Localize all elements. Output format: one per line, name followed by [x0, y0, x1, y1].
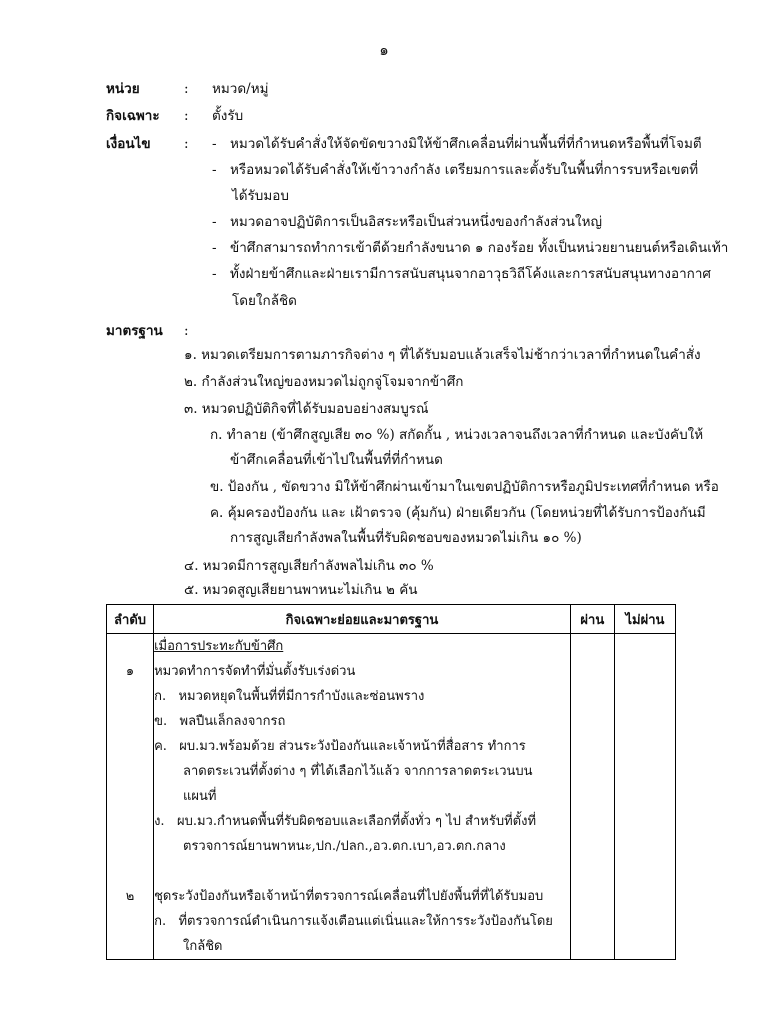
standard-subitem: ก. ทำลาย (ข้าศึกสูญเสีย ๓๐ %) สกัดกั้น , หน่วงเวลาจนถึงเวลาที่กำหนด และบังคับให้: [210, 427, 704, 443]
standard-item: ๑. หมวดเตรียมการตามภารกิจต่าง ๆ ที่ได้รับมอบแล้วเสร็จไม่ช้ากว่าเวลาที่กำหนดในคำสั่ง: [184, 347, 701, 363]
header-detail: กิจเฉพาะย่อยและมาตรฐาน: [154, 605, 571, 634]
detail-line: [154, 859, 570, 884]
standards-label: มาตรฐาน: [106, 323, 163, 339]
fail-cell[interactable]: [614, 634, 675, 960]
section-heading: เมื่อการประทะกับข้าศึก: [154, 639, 284, 654]
detail-line: ข. พลปืนเล็กลงจากรถ: [154, 714, 286, 729]
seq-number: [107, 809, 153, 834]
detail-line: ง. ผบ.มว.กำหนดพื้นที่รับผิดชอบและเลือกที่ตั้งทั่ว ๆ ไป สำหรับที่ตั้งที่: [154, 814, 537, 829]
standard-subitem: ข. ป้องกัน , ขัดขวาง มิให้ข้าศึกผ่านเข้ามาในเขตปฏิบัติการหรือภูมิประเทศที่กำหนด หรือ: [210, 479, 719, 495]
seq-number: ๒: [125, 889, 135, 904]
seq-number: [107, 634, 153, 659]
seq-number: [107, 934, 153, 959]
condition-line: โดยใกล้ชิด: [232, 293, 297, 309]
condition-dash: -: [212, 214, 217, 230]
standard-subitem: ข้าศึกเคลื่อนที่เข้าไปในพื้นที่ที่กำหนด: [230, 452, 443, 468]
detail-line: ชุดระวังป้องกันหรือเจ้าหน้าที่ตรวจการณ์เคลื่อนที่ไปยังพื้นที่ที่ได้รับมอบ: [154, 889, 544, 904]
standard-item: ๔. หมวดมีการสูญเสียกำลังพลไม่เกิน ๓๐ %: [184, 558, 434, 574]
standards-colon: :: [184, 323, 189, 339]
header-fail: ไม่ผ่าน: [614, 605, 675, 634]
seq-number: [107, 759, 153, 784]
header-seq: ลำดับ: [107, 605, 154, 634]
page-number: ๑: [379, 41, 389, 59]
standard-item: ๒. กำลังส่วนใหญ่ของหมวดไม่ถูกจู่โจมจากข้าศึก: [184, 374, 464, 390]
task-label: กิจเฉพาะ: [106, 108, 160, 124]
unit-colon: :: [184, 81, 189, 97]
condition-line: หรือหมวดได้รับคำสั่งให้เข้าวางกำลัง เตรียมการและตั้งรับในพื้นที่การรบหรือเขตที่: [230, 162, 699, 178]
detail-line: ตรวจการณ์ยานพาหนะ,ปก./ปลก.,อว.ตก.เบา,อว.ตก.กลาง: [154, 839, 506, 854]
seq-number: [107, 734, 153, 759]
seq-number: [107, 684, 153, 709]
detail-line: ก. หมวดหยุดในพื้นที่ที่มีการกำบังและซ่อนพราง: [154, 689, 425, 704]
standard-item: ๓. หมวดปฏิบัติกิจที่ได้รับมอบอย่างสมบูรณ์: [184, 401, 429, 417]
seq-number: [107, 859, 153, 884]
header-pass: ผ่าน: [570, 605, 614, 634]
conditions-label: เงื่อนไข: [106, 136, 151, 152]
seq-number: ๑: [125, 664, 135, 679]
detail-line: แผนที่: [154, 789, 217, 804]
conditions-colon: :: [184, 136, 189, 152]
seq-number: [107, 784, 153, 809]
detail-line: ค. ผบ.มว.พร้อมด้วย ส่วนระวังป้องกันและเจ้าหน้าที่สื่อสาร ทำการ: [154, 739, 526, 754]
unit-label: หน่วย: [106, 81, 140, 97]
condition-line: ได้รับมอบ: [232, 188, 289, 204]
condition-dash: -: [212, 162, 217, 178]
condition-line: หมวดได้รับคำสั่งให้จัดขัดขวางมิให้ข้าศึกเคลื่อนที่ผ่านพื้นที่ที่กำหนดหรือพื้นที่โจมตี: [230, 136, 702, 152]
detail-line: ใกล้ชิด: [154, 939, 223, 954]
table-header-row: [107, 605, 676, 634]
detail-line: ก. ที่ตรวจการณ์ดำเนินการแจ้งเตือนแต่เนิ่นและให้การระวังป้องกันโดย: [154, 914, 553, 929]
detail-column: [154, 634, 571, 960]
pass-cell[interactable]: [570, 634, 614, 960]
unit-value: หมวด/หมู่: [212, 81, 269, 97]
condition-line: ข้าศึกสามารถทำการเข้าตีด้วยกำลังขนาด ๑ กองร้อย ทั้งเป็นหน่วยยานยนต์หรือเดินเท้า: [230, 240, 729, 256]
seq-number: [107, 834, 153, 859]
detail-line: ลาดตระเวนที่ตั้งต่าง ๆ ที่ได้เลือกไว้แล้ว จากการลาดตระเวนบน: [154, 764, 533, 779]
table-row: [107, 634, 676, 960]
seq-number: [107, 709, 153, 734]
condition-dash: -: [212, 240, 217, 256]
task-value: ตั้งรับ: [212, 108, 244, 124]
task-colon: :: [184, 108, 189, 124]
seq-column: [107, 634, 154, 960]
condition-line: ทั้งฝ่ายข้าศึกและฝ่ายเรามีการสนับสนุนจากอาวุธวิถีโค้งและการสนับสนุนทางอากาศ: [230, 266, 712, 282]
condition-dash: -: [212, 136, 217, 152]
seq-number: [107, 909, 153, 934]
standard-subitem: ค. คุ้มครองป้องกัน และ เฝ้าตรวจ (คุ้มกัน) ฝ่ายเดียวกัน (โดยหน่วยที่ได้รับการป้องกันมี: [210, 505, 706, 521]
detail-line: หมวดทำการจัดทำที่มั่นตั้งรับเร่งด่วน: [154, 664, 356, 679]
standard-subitem: การสูญเสียกำลังพลในพื้นที่รับผิดชอบของหมวดไม่เกิน ๑๐ %): [230, 530, 582, 546]
condition-line: หมวดอาจปฏิบัติการเป็นอิสระหรือเป็นส่วนหนึ่งของกำลังส่วนใหญ่: [230, 214, 603, 230]
criteria-table: [106, 604, 676, 960]
condition-dash: -: [212, 266, 217, 282]
standard-item: ๕. หมวดสูญเสียยานพาหนะไม่เกิน ๒ คัน: [184, 582, 418, 598]
